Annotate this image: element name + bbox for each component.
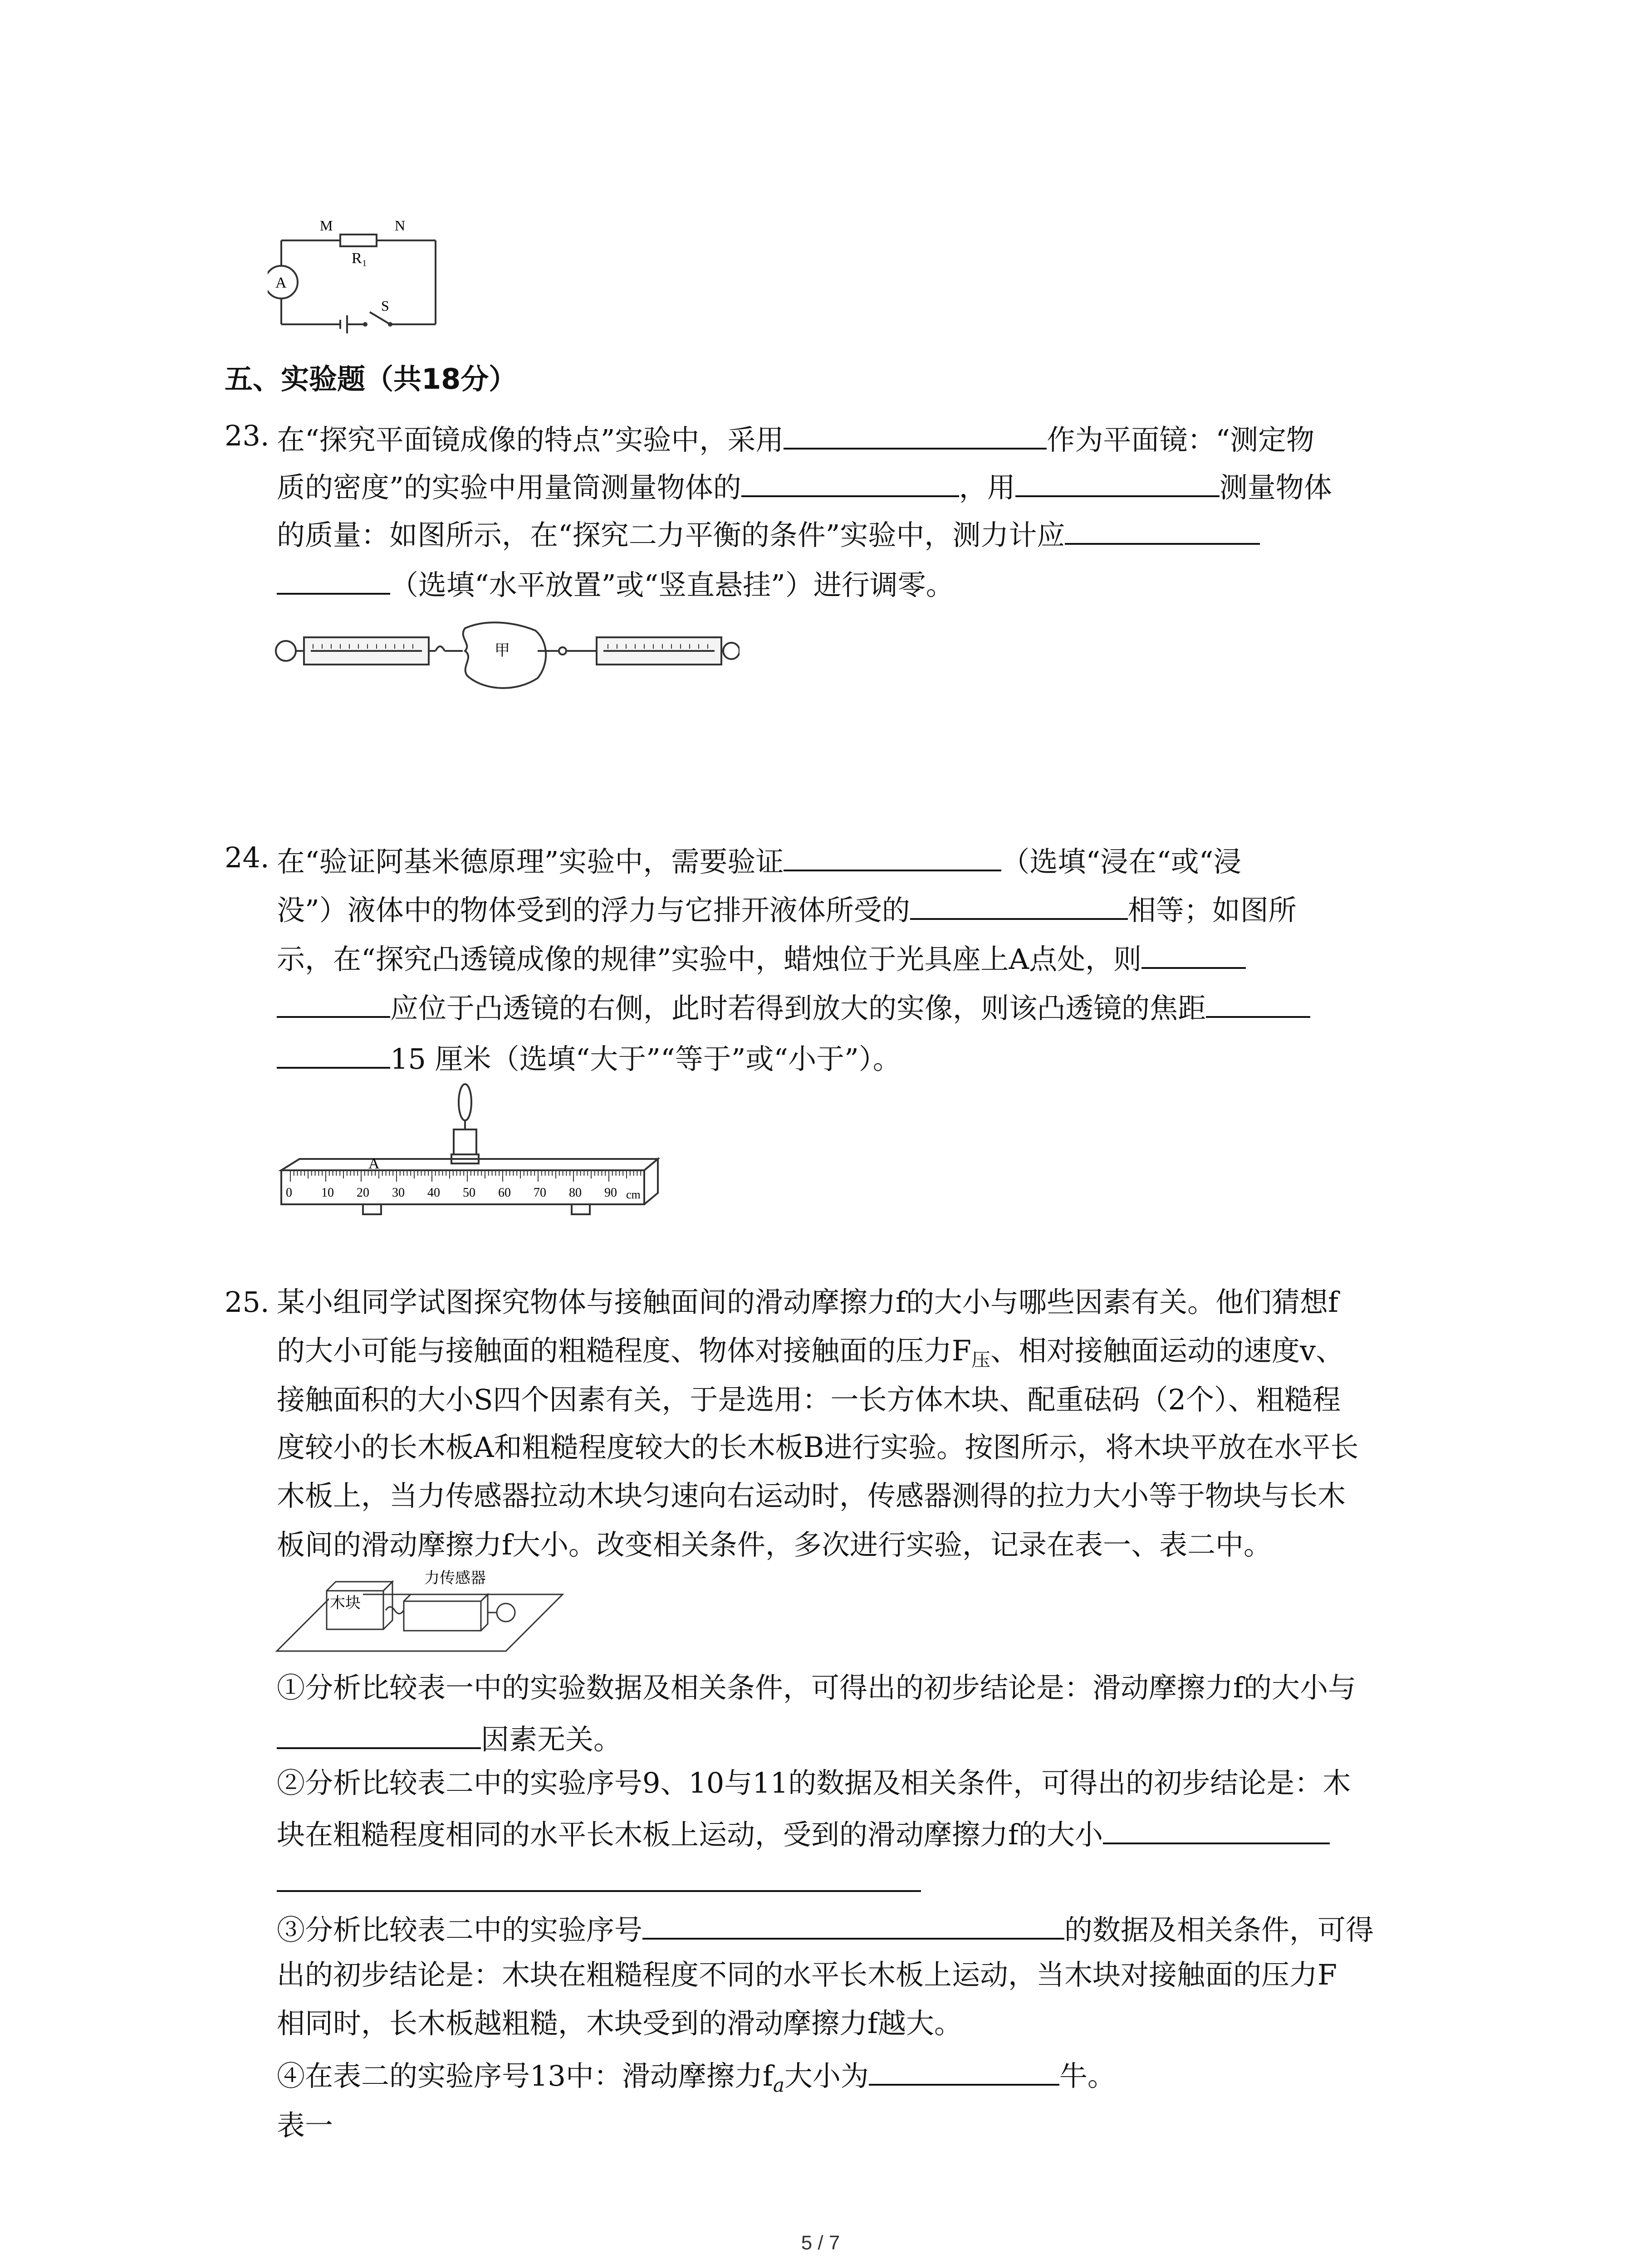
q25-line3: 接触面积的大小S四个因素有关，于是选用：一长方体木块、配重砝码（2个）、粗糙程 bbox=[277, 1383, 1341, 1416]
q24-number: 24. bbox=[225, 841, 269, 874]
q25-sub1-line2: 因素无关。 bbox=[277, 1719, 622, 1756]
q25-line6: 板间的滑动摩擦力f大小。改变相关条件，多次进行实验，记录在表一、表二中。 bbox=[277, 1528, 1272, 1561]
q23-blank-5[interactable] bbox=[277, 565, 390, 595]
q24-blank-2[interactable] bbox=[910, 890, 1128, 920]
q23-line3: 的质量：如图所示，在“探究二力平衡的条件”实验中，测力计应 bbox=[277, 515, 1260, 552]
q25-sub4-line: ④在表二的实验序号13中：滑动摩擦力$f_a$大小为 牛。 bbox=[277, 2056, 1116, 2102]
friction-figure bbox=[274, 1567, 565, 1658]
q23-number: 23. bbox=[225, 419, 269, 452]
q23-line2: 质的密度”的实验中用量筒测量物体的 ，用 测量物体 bbox=[277, 467, 1332, 504]
q24-line5: 15 厘米（选填“大于”“等于”或“小于”）。 bbox=[277, 1039, 901, 1075]
circuit-diagram bbox=[268, 213, 449, 336]
table-label: 表一 bbox=[277, 2109, 333, 2142]
bench-point-a: A bbox=[368, 1155, 380, 1172]
bench-tick-label: 40 bbox=[427, 1186, 440, 1200]
bench-tick-label: 90 bbox=[604, 1186, 617, 1200]
q24-blank-3[interactable] bbox=[1141, 939, 1246, 969]
sensor-label: 力传感器 bbox=[424, 1569, 486, 1587]
q25-sub2-line2: 块在粗糙程度相同的水平长木板上运动，受到的滑动摩擦力f的大小 bbox=[277, 1814, 1330, 1851]
q25-sub2-line1: ②分析比较表二中的实验序号9、10与11的数据及相关条件，可得出的初步结论是：木 bbox=[277, 1766, 1351, 1799]
q23-blank-1[interactable] bbox=[784, 420, 1047, 450]
q25-blank-3[interactable] bbox=[277, 1862, 921, 1892]
q24-line2: 没”）液体中的物体受到的浮力与它排开液体所受的 相等；如图所 bbox=[277, 890, 1297, 927]
bench-tick-label: 20 bbox=[357, 1186, 369, 1200]
bench-tick-label: 10 bbox=[321, 1186, 334, 1200]
q25-sub1-line1: ①分析比较表一中的实验数据及相关条件，可得出的初步结论是：滑动摩擦力f的大小与 bbox=[277, 1671, 1356, 1704]
q25-sub3-line3: 相同时，长木板越粗糙，木块受到的滑动摩擦力f越大。 bbox=[277, 2007, 962, 2040]
figure-label-jia: 甲 bbox=[495, 642, 510, 659]
q24-line1: 在“验证阿基米德原理”实验中，需要验证 （选填“浸在“或“浸 bbox=[277, 841, 1242, 878]
block-label: 木块 bbox=[330, 1594, 361, 1612]
label-ammeter: A bbox=[275, 274, 287, 291]
q24-blank-5[interactable] bbox=[1206, 988, 1310, 1018]
page-number: 5 / 7 bbox=[801, 2232, 840, 2254]
bench-tick-label: 0 bbox=[286, 1186, 292, 1200]
q25-blank-1[interactable] bbox=[277, 1719, 481, 1749]
bench-tick-label: 50 bbox=[463, 1186, 475, 1200]
q25-line2: 的大小可能与接触面的粗糙程度、物体对接触面的压力$F_压$、相对接触面运动的速度v、 bbox=[277, 1334, 1344, 1371]
q23-blank-4[interactable] bbox=[1065, 515, 1260, 545]
q25-line4: 度较小的长木板A和粗糙程度较大的长木板B进行实验。按图所示，将木块平放在水平长 bbox=[277, 1431, 1359, 1464]
q25-sub3-line1: ③分析比较表二中的实验序号 的数据及相关条件，可得 bbox=[277, 1910, 1374, 1946]
q25-blank-2[interactable] bbox=[1103, 1814, 1330, 1844]
force-balance-figure bbox=[272, 619, 740, 696]
bench-tick-label: 80 bbox=[569, 1186, 582, 1200]
q25-blank-5[interactable] bbox=[869, 2056, 1059, 2086]
section-title: 五、实验题（共18分） bbox=[225, 362, 517, 396]
q24-blank-4[interactable] bbox=[277, 988, 390, 1018]
q24-line4: 应位于凸透镜的右侧，此时若得到放大的实像，则该凸透镜的焦距 bbox=[277, 988, 1310, 1025]
q23-line1: 在“探究平面镜成像的特点”实验中，采用 作为平面镜：“测定物 bbox=[277, 420, 1314, 456]
q23-line4: （选填“水平放置”或“竖直悬挂”）进行调零。 bbox=[277, 565, 954, 601]
bench-unit-label: cm bbox=[626, 1188, 641, 1201]
bench-tick-label: 60 bbox=[498, 1186, 511, 1200]
q25-sub3-line2: 出的初步结论是：木块在粗糙程度不同的水平长木板上运动，当木块对接触面的压力F bbox=[277, 1958, 1337, 1991]
optical-bench-figure bbox=[272, 1080, 671, 1229]
q25-line5: 木板上，当力传感器拉动木块匀速向右运动时，传感器测得的拉力大小等于物块与长木 bbox=[277, 1479, 1346, 1512]
q25-number: 25. bbox=[225, 1286, 269, 1319]
q24-blank-1[interactable] bbox=[784, 841, 1001, 871]
q25-sub2-line3 bbox=[277, 1862, 921, 1899]
q24-blank-6[interactable] bbox=[277, 1039, 390, 1069]
q25-line1: 某小组同学试图探究物体与接触面间的滑动摩擦力f的大小与哪些因素有关。他们猜想f bbox=[277, 1286, 1338, 1319]
q25-blank-4[interactable] bbox=[642, 1910, 1064, 1940]
label-r1: R₁ bbox=[352, 250, 367, 267]
label-switch: S bbox=[381, 298, 389, 314]
bench-tick-label: 70 bbox=[534, 1186, 546, 1200]
q24-line3: 示，在“探究凸透镜成像的规律”实验中，蜡烛位于光具座上A点处，则 bbox=[277, 939, 1246, 976]
label-m: M bbox=[320, 217, 333, 234]
bench-tick-label: 30 bbox=[392, 1186, 405, 1200]
q23-blank-3[interactable] bbox=[1015, 467, 1220, 497]
q23-blank-2[interactable] bbox=[741, 467, 959, 497]
label-n: N bbox=[395, 217, 406, 234]
